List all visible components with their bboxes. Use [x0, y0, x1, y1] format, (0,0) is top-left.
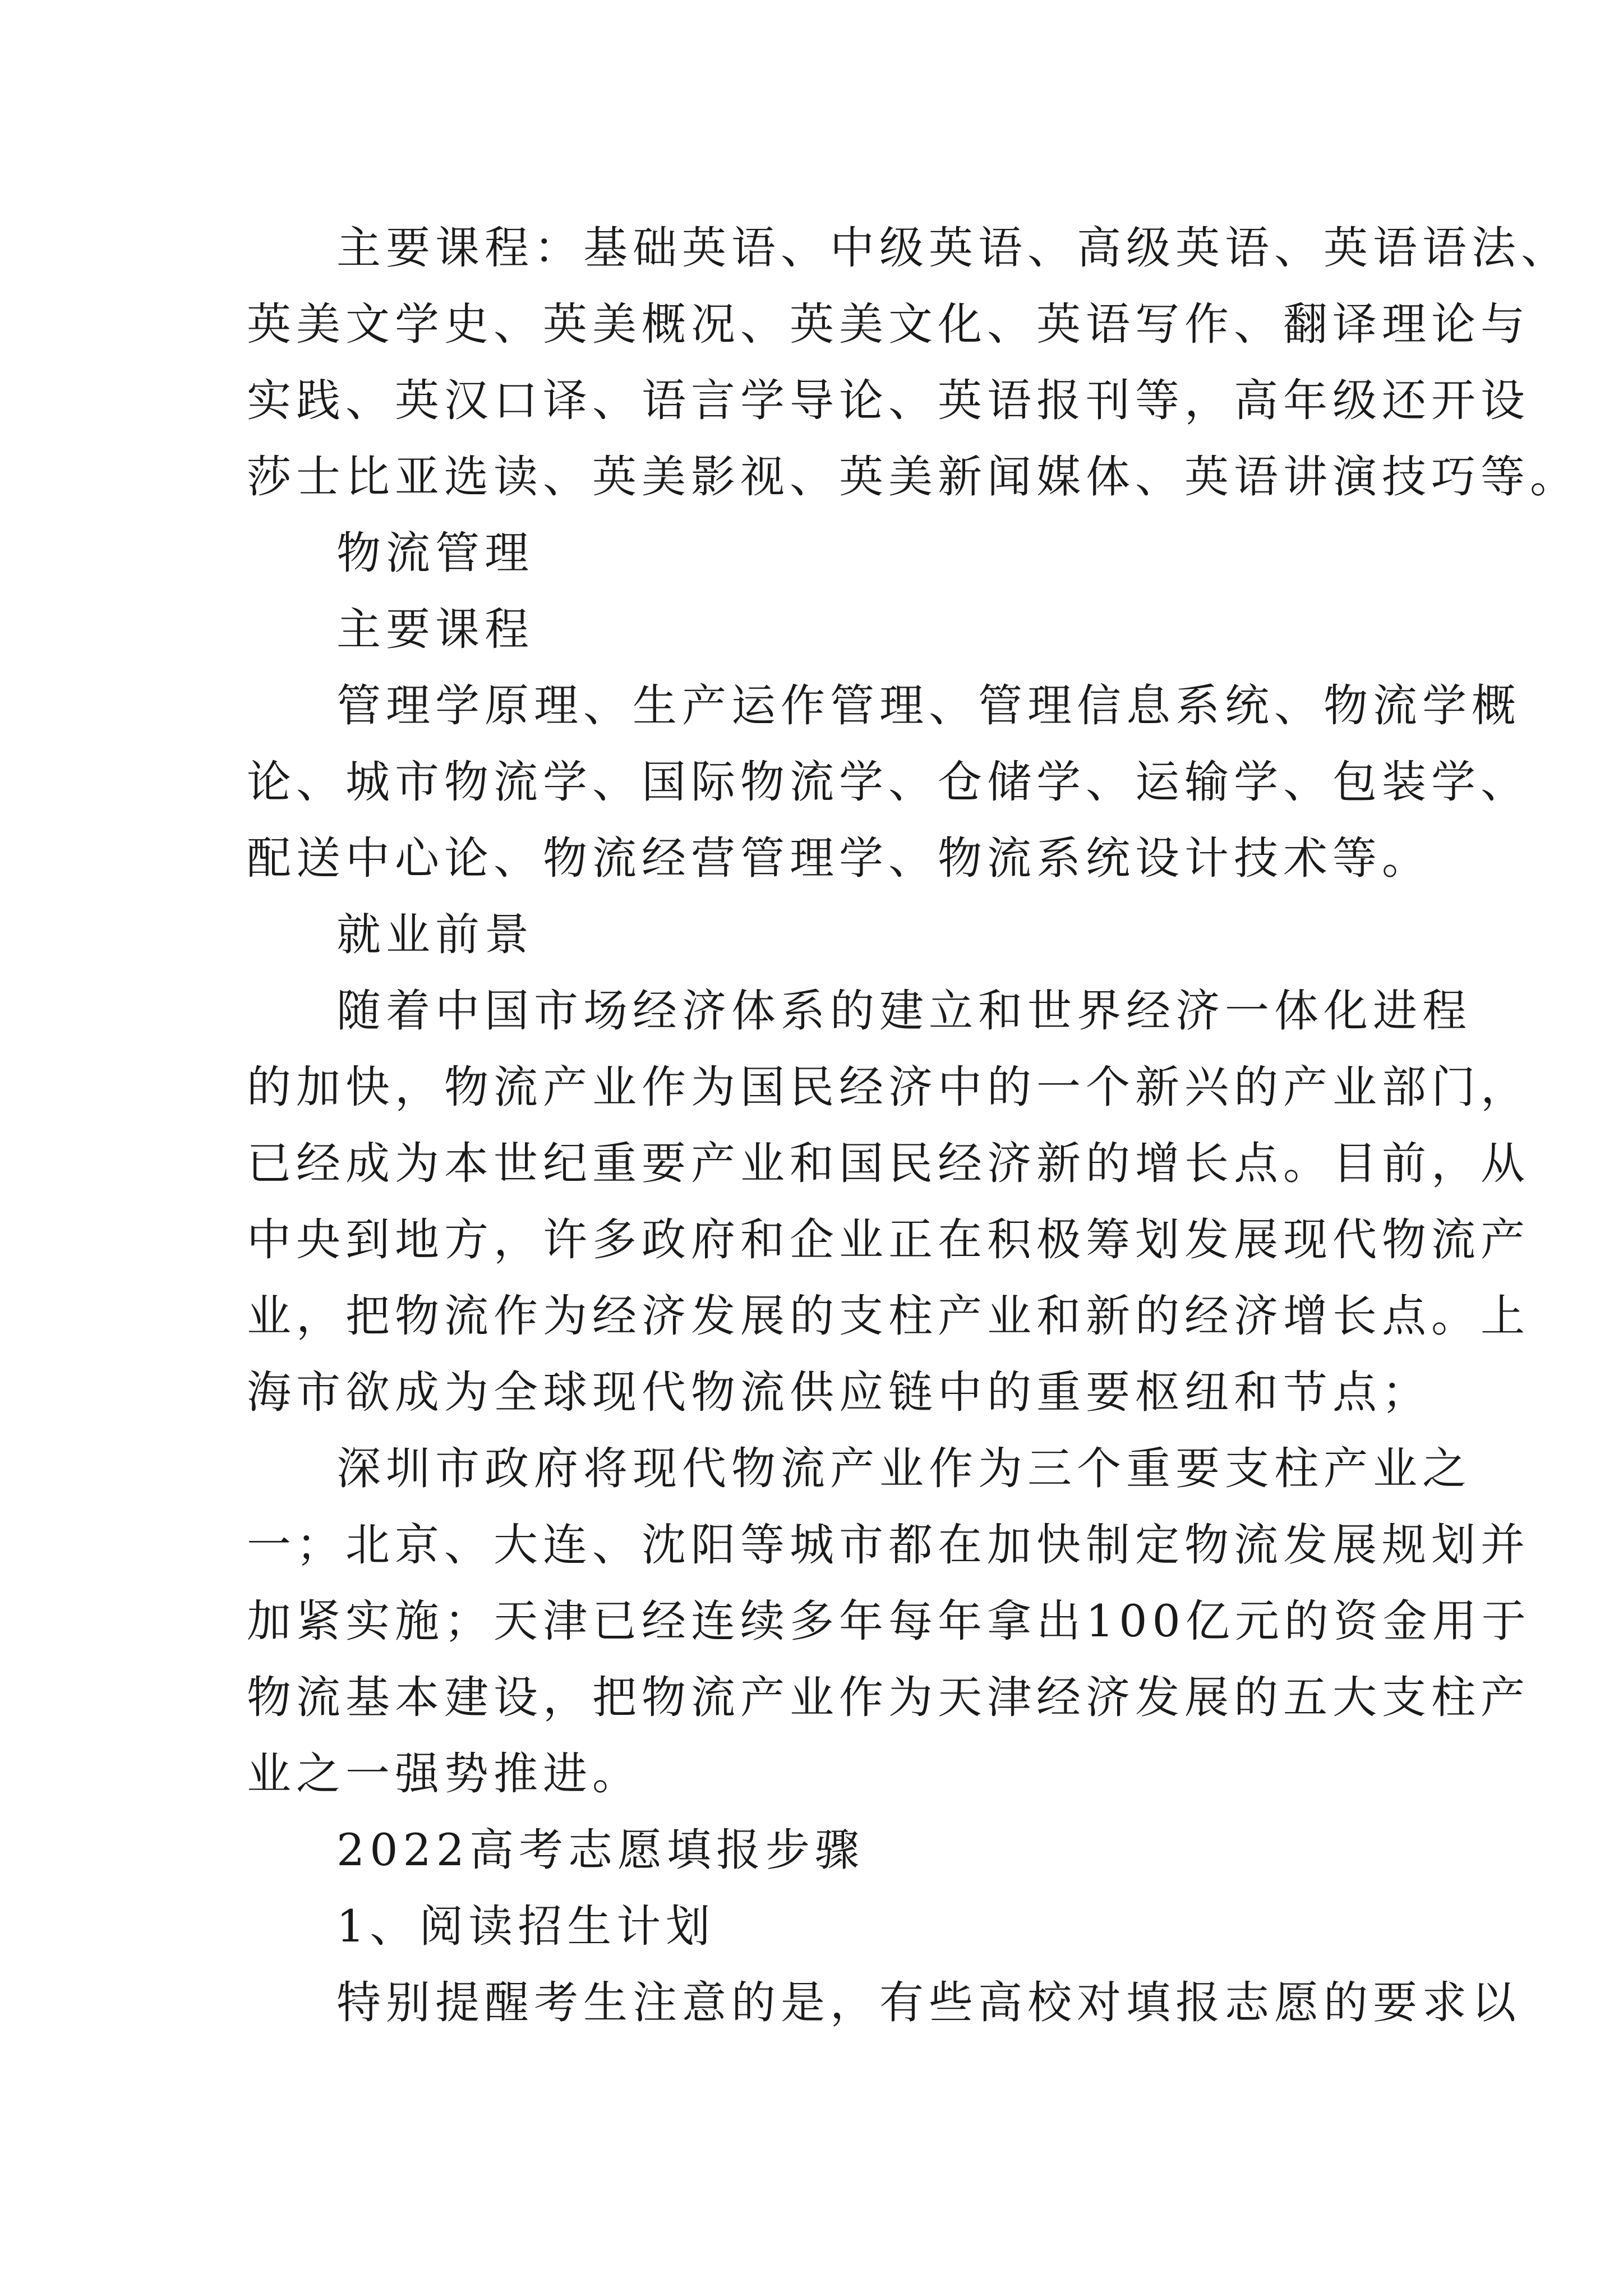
section-heading: 主要课程 [336, 604, 534, 655]
text-line: 深圳市政府将现代物流产业作为三个重要支柱产业之 [336, 1443, 1472, 1494]
text-line: 莎士比亚选读、英美影视、英美新闻媒体、英语讲演技巧等。 [247, 451, 1579, 503]
text-line: 实践、英汉口译、语言学导论、英语报刊等，高年级还开设 [247, 375, 1530, 426]
text-line: 业之一强势推进。 [247, 1748, 642, 1800]
text-line: 主要课程：基础英语、中级英语、高级英语、英语语法、 [336, 222, 1570, 274]
text-line: 一；北京、大连、沈阳等城市都在加快制定物流发展规划并 [247, 1519, 1530, 1571]
text-line: 业，把物流作为经济发展的支柱产业和新的经济增长点。上 [247, 1290, 1530, 1342]
section-heading: 2022高考志愿填报步骤 [336, 1824, 865, 1876]
text-line: 的加快，物流产业作为国民经济中的一个新兴的产业部门， [247, 1061, 1530, 1113]
text-line: 加紧实施；天津已经连续多年每年拿出100亿元的资金用于 [247, 1595, 1531, 1647]
text-line: 英美文学史、英美概况、英美文化、英语写作、翻译理论与 [247, 298, 1530, 350]
text-line: 特别提醒考生注意的是，有些高校对填报志愿的要求以 [336, 1977, 1521, 2028]
section-heading: 就业前景 [336, 909, 534, 960]
text-line: 随着中国市场经济体系的建立和世界经济一体化进程 [336, 985, 1472, 1037]
section-heading: 1、阅读招生计划 [336, 1901, 716, 1952]
text-line: 管理学原理、生产运作管理、管理信息系统、物流学概 [336, 680, 1521, 731]
text-line: 物流基本建设，把物流产业作为天津经济发展的五大支柱产 [247, 1672, 1530, 1723]
text-line: 论、城市物流学、国际物流学、仓储学、运输学、包装学、 [247, 756, 1530, 808]
text-line: 中央到地方，许多政府和企业正在积极筹划发展现代物流产 [247, 1214, 1530, 1266]
text-line: 配送中心论、物流经营管理学、物流系统设计技术等。 [247, 832, 1431, 884]
text-line: 已经成为本世纪重要产业和国民经济新的增长点。目前，从 [247, 1138, 1530, 1189]
section-heading: 物流管理 [336, 527, 534, 579]
text-line: 海市欲成为全球现代物流供应链中的重要枢纽和节点； [247, 1366, 1431, 1418]
